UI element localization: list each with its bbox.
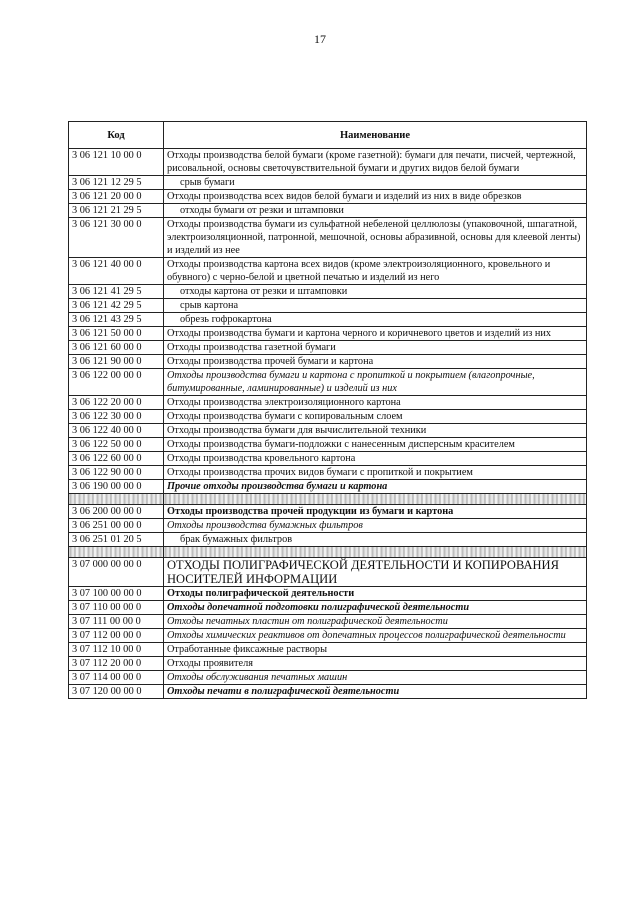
name-column-header: Наименование: [164, 122, 587, 149]
table-row: [69, 452, 587, 466]
waste-name-cell: Отходы печатных пластин от полиграфической деятельности: [164, 615, 587, 629]
page-number: 17: [314, 32, 326, 46]
waste-code-cell: 3 06 122 00 00 0: [69, 369, 164, 396]
code-column-header: Код: [69, 122, 164, 149]
table-row: [69, 285, 587, 299]
table-row: [69, 519, 587, 533]
waste-name-cell: Отработанные фиксажные растворы: [164, 643, 587, 657]
waste-name-cell: Отходы допечатной подготовки полиграфической деятельности: [164, 601, 587, 615]
smudged-row: [69, 494, 587, 505]
waste-code-cell: 3 06 200 00 00 0: [69, 505, 164, 519]
table-row: [69, 176, 587, 190]
waste-name-cell: Отходы производства белой бумаги (кроме газетной): бумаги для печати, писчей, чертежной, рисовальной, основы светочувствительной бумаги и других видов белой бумаги: [164, 149, 587, 176]
waste-name-cell: Отходы полиграфической деятельности: [164, 587, 587, 601]
waste-name-cell: Отходы производства бумаги для вычислительной техники: [164, 424, 587, 438]
waste-name-cell: [164, 547, 587, 558]
waste-name-cell: Отходы производства картона всех видов (кроме электроизоляционного, кровельного и обувного) с черно-белой и цветной печатью и изделий из него: [164, 258, 587, 285]
table-row: [69, 190, 587, 204]
table-row: [69, 258, 587, 285]
waste-name-cell: брак бумажных фильтров: [164, 533, 587, 547]
table-body: [69, 149, 587, 699]
table-row: [69, 218, 587, 258]
waste-code-cell: 3 06 121 21 29 5: [69, 204, 164, 218]
waste-code-cell: 3 07 000 00 00 0: [69, 558, 164, 587]
table-row: [69, 587, 587, 601]
table-row: [69, 601, 587, 615]
waste-name-cell: ОТХОДЫ ПОЛИГРАФИЧЕСКОЙ ДЕЯТЕЛЬНОСТИ И КОПИРОВАНИЯ НОСИТЕЛЕЙ ИНФОРМАЦИИ: [164, 558, 587, 587]
waste-name-cell: срыв бумаги: [164, 176, 587, 190]
waste-name-cell: обрезь гофрокартона: [164, 313, 587, 327]
waste-code-cell: 3 06 122 30 00 0: [69, 410, 164, 424]
waste-code-cell: 3 06 121 20 00 0: [69, 190, 164, 204]
waste-name-cell: Отходы производства бумаги из сульфатной небеленой целлюлозы (упаковочной, шпагатной, электроизоляционной, патронной, мешочной, основы абразивной, основы для клеевой ленты) и изделий из нее: [164, 218, 587, 258]
waste-code-cell: 3 07 112 10 00 0: [69, 643, 164, 657]
table-row: [69, 615, 587, 629]
waste-code-cell: 3 07 100 00 00 0: [69, 587, 164, 601]
table-row: [69, 505, 587, 519]
waste-code-cell: 3 06 251 00 00 0: [69, 519, 164, 533]
waste-name-cell: Отходы производства бумажных фильтров: [164, 519, 587, 533]
waste-code-cell: 3 06 121 10 00 0: [69, 149, 164, 176]
table-row: [69, 355, 587, 369]
waste-name-cell: Отходы производства прочих видов бумаги с пропиткой и покрытием: [164, 466, 587, 480]
table-row: [69, 313, 587, 327]
waste-name-cell: Отходы производства электроизоляционного картона: [164, 396, 587, 410]
waste-code-cell: 3 06 121 12 29 5: [69, 176, 164, 190]
waste-code-cell: 3 06 122 60 00 0: [69, 452, 164, 466]
smudged-row: [69, 547, 587, 558]
table-row: [69, 558, 587, 587]
waste-name-cell: Отходы производства газетной бумаги: [164, 341, 587, 355]
waste-code-cell: 3 06 121 41 29 5: [69, 285, 164, 299]
waste-code-cell: 3 06 121 60 00 0: [69, 341, 164, 355]
waste-code-cell: 3 07 112 20 00 0: [69, 657, 164, 671]
waste-name-cell: Отходы производства бумаги-подложки с нанесенным дисперсным красителем: [164, 438, 587, 452]
table-row: [69, 643, 587, 657]
waste-name-cell: отходы бумаги от резки и штамповки: [164, 204, 587, 218]
waste-name-cell: Отходы производства бумаги и картона с пропиткой и покрытием (влагопрочные, битумированные, ламинированные) и изделий из них: [164, 369, 587, 396]
waste-name-cell: Отходы производства бумаги с копировальным слоем: [164, 410, 587, 424]
table-row: [69, 629, 587, 643]
waste-name-cell: Отходы производства бумаги и картона черного и коричневого цветов и изделий из них: [164, 327, 587, 341]
waste-name-cell: Отходы печати в полиграфической деятельности: [164, 685, 587, 699]
table-row: [69, 299, 587, 313]
table-row: [69, 657, 587, 671]
waste-name-cell: Отходы производства всех видов белой бумаги и изделий из них в виде обрезков: [164, 190, 587, 204]
waste-code-cell: 3 06 121 40 00 0: [69, 258, 164, 285]
waste-code-cell: 3 07 112 00 00 0: [69, 629, 164, 643]
waste-code-cell: 3 06 121 42 29 5: [69, 299, 164, 313]
table-header-row: [69, 122, 587, 149]
table-row: [69, 671, 587, 685]
waste-name-cell: Отходы проявителя: [164, 657, 587, 671]
table-row: [69, 410, 587, 424]
waste-code-cell: 3 07 114 00 00 0: [69, 671, 164, 685]
waste-code-cell: 3 06 251 01 20 5: [69, 533, 164, 547]
table-row: [69, 369, 587, 396]
waste-name-cell: [164, 494, 587, 505]
waste-code-cell: 3 06 190 00 00 0: [69, 480, 164, 494]
waste-code-cell: 3 06 121 50 00 0: [69, 327, 164, 341]
waste-code-cell: 3 06 122 90 00 0: [69, 466, 164, 480]
table-row: [69, 149, 587, 176]
table-row: [69, 466, 587, 480]
waste-code-cell: 3 07 120 00 00 0: [69, 685, 164, 699]
waste-name-cell: Отходы производства прочей бумаги и картона: [164, 355, 587, 369]
waste-name-cell: Прочие отходы производства бумаги и картона: [164, 480, 587, 494]
table-row: [69, 396, 587, 410]
table-row: [69, 685, 587, 699]
table-row: [69, 327, 587, 341]
table-row: [69, 533, 587, 547]
table-row: [69, 480, 587, 494]
waste-code-cell: 3 07 111 00 00 0: [69, 615, 164, 629]
waste-code-cell: [69, 547, 164, 558]
waste-code-cell: 3 06 121 30 00 0: [69, 218, 164, 258]
table-row: [69, 424, 587, 438]
waste-code-cell: [69, 494, 164, 505]
waste-code-cell: 3 06 122 40 00 0: [69, 424, 164, 438]
waste-code-cell: 3 07 110 00 00 0: [69, 601, 164, 615]
waste-code-cell: 3 06 121 43 29 5: [69, 313, 164, 327]
waste-name-cell: отходы картона от резки и штамповки: [164, 285, 587, 299]
waste-code-cell: 3 06 122 20 00 0: [69, 396, 164, 410]
table-row: [69, 341, 587, 355]
waste-classification-table: [68, 121, 587, 699]
waste-name-cell: Отходы производства кровельного картона: [164, 452, 587, 466]
table-row: [69, 438, 587, 452]
waste-name-cell: Отходы обслуживания печатных машин: [164, 671, 587, 685]
waste-name-cell: Отходы химических реактивов от допечатных процессов полиграфической деятельности: [164, 629, 587, 643]
waste-code-cell: 3 06 122 50 00 0: [69, 438, 164, 452]
waste-code-cell: 3 06 121 90 00 0: [69, 355, 164, 369]
table-row: [69, 204, 587, 218]
waste-name-cell: Отходы производства прочей продукции из бумаги и картона: [164, 505, 587, 519]
waste-name-cell: срыв картона: [164, 299, 587, 313]
